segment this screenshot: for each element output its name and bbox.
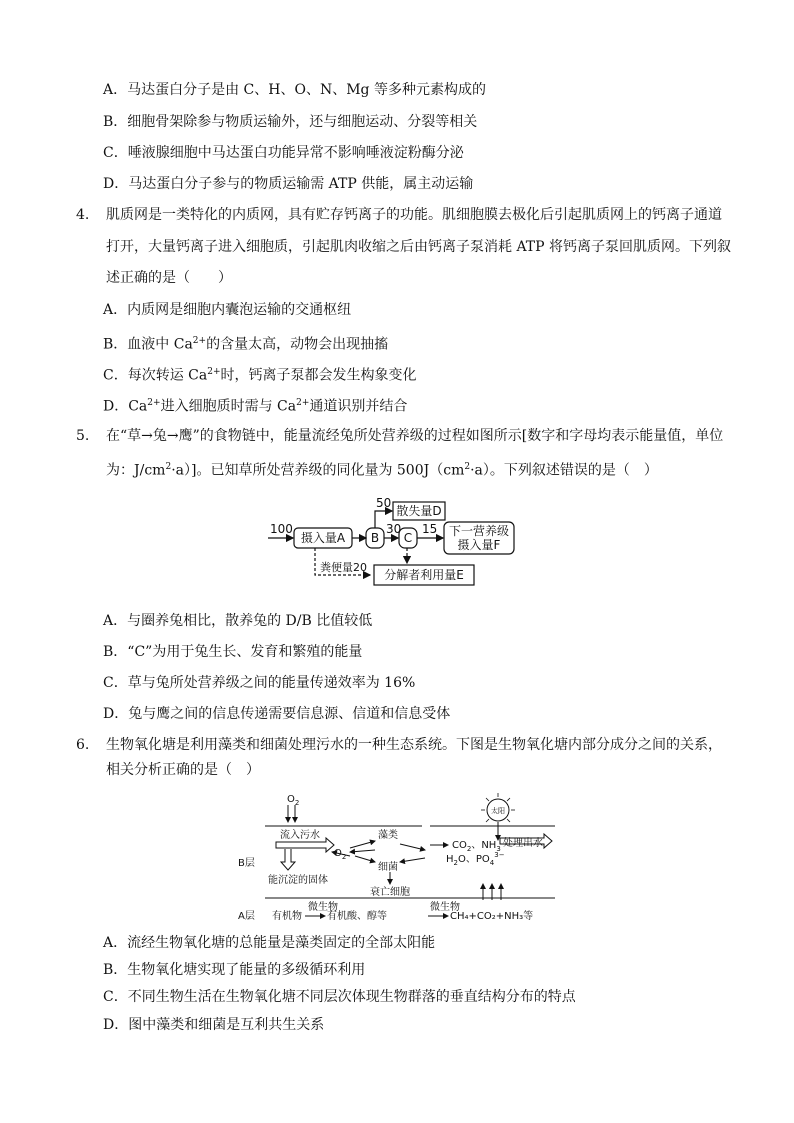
q6-stem-line2: 相关分析正确的是（ ） — [106, 762, 260, 778]
q6-number: 6. — [76, 737, 90, 753]
o2-top: $O_2$ — [287, 794, 300, 807]
q3-option-b: B．细胞骨架除参与物质运输外，还与细胞运动、分裂等相关 — [103, 114, 478, 130]
q4-option-c: C．每次转运 $Ca^{2+}$时，钙离子泵都会发生构象变化 — [103, 367, 417, 384]
q6-option-a: A．流经生物氧化塘的总能量是藻类固定的全部太阳能 — [103, 935, 436, 951]
algae-label: 藻类 — [378, 830, 398, 841]
q3-option-d: D．马达蛋白分子参与的物质运输需 ATP 供能，属主动运输 — [103, 176, 474, 192]
q5-option-b: B．“C”为用于兔生长、发育和繁殖的能量 — [103, 644, 363, 660]
decomposer-box: 分解者利用量E — [384, 568, 464, 582]
q3-option-c: C．唾液腺细胞中马达蛋白功能异常不影响唾液淀粉酶分泌 — [103, 145, 464, 161]
q3-option-a: A．马达蛋白分子是由 C、H、O、N、Mg 等多种元素构成的 — [103, 82, 486, 98]
q5-option-a: A．与圈养兔相比，散养兔的 D/B 比值较低 — [103, 613, 373, 629]
q6-option-c: C．不同生物生活在生物氧化塘不同层次体现生物群落的垂直结构分布的特点 — [103, 989, 576, 1005]
label-15: 15 — [422, 522, 438, 536]
microbe1-label: 微生物 — [308, 902, 338, 913]
q6-option-d: D．图中藻类和细菌是互利共生关系 — [103, 1017, 325, 1033]
outflow-label: 处理出水 — [503, 838, 543, 849]
q5-stem-line1: 在“草→兔→鹰”的食物链中，能量流经兔所处营养级的过程如图所示[数字和字母均表示能量值，单位 — [106, 428, 724, 444]
q4-stem-line1: 肌质网是一类特化的内质网，具有贮存钙离子的功能。肌细胞膜去极化后引起肌质网上的钙离子通道 — [106, 207, 722, 223]
q4-option-b: B．血液中 $Ca^{2+}$的含量太高，动物会出现抽搐 — [103, 336, 389, 353]
o2-mid: $O_2$ — [334, 848, 347, 861]
organic-label: 有机物 — [272, 911, 302, 922]
co2-nh3-label: $CO_2$、$NH_3$ — [452, 840, 501, 853]
q6-stem-line1: 生物氧化塘是利用藻类和细菌处理污水的一种生态系统。下图是生物氧化塘内部分成分之间的关系， — [106, 737, 722, 753]
bacteria-label: 细菌 — [378, 862, 398, 873]
label-100: 100 — [270, 522, 293, 536]
q4-stem-line2: 打开，大量钙离子进入细胞质，引起肌肉收缩之后由钙离子泵消耗 ATP 将钙离子泵回肌质网。下列叙 — [106, 239, 732, 255]
next-level-line1: 下一营养级 — [448, 524, 510, 538]
layer-a-label: A层 — [238, 911, 255, 922]
node-b: B — [370, 531, 380, 545]
energy-flow-diagram — [260, 495, 530, 595]
acids-label: 有机酸、醇等 — [327, 911, 387, 922]
q4-option-a: A．内质网是细胞内囊泡运输的交通枢纽 — [103, 302, 352, 318]
node-c: C — [403, 531, 413, 545]
next-level-line2: 摄入量F — [457, 538, 501, 552]
microbe2-label: 微生物 — [430, 902, 460, 913]
q5-option-d: D．兔与鹰之间的信息传递需要信息源、信道和信息受体 — [103, 706, 451, 722]
h2o-po4-label: $H_2O$、$PO_4^{3-}$ — [446, 851, 505, 867]
feces-label: 粪便量20 — [320, 561, 367, 574]
oxidation-pond-diagram — [230, 790, 570, 925]
intake-box: 摄入量A — [300, 531, 346, 545]
sediment-label: 能沉淀的固体 — [268, 875, 328, 886]
sun-icon: 太阳 — [491, 807, 505, 815]
q4-number: 4. — [76, 207, 90, 223]
q4-option-d: D．$Ca^{2+}$进入细胞质时需与 $Ca^{2+}$通道识别并结合 — [103, 398, 408, 415]
label-50: 50 — [376, 496, 392, 510]
q5-option-c: C．草与兔所处营养级之间的能量传递效率为 16% — [103, 675, 416, 691]
dead-cells-label: 衰亡细胞 — [370, 887, 410, 898]
q6-option-b: B．生物氧化塘实现了能量的多级循环利用 — [103, 962, 366, 978]
inflow-label: 流入污水 — [280, 830, 320, 841]
label-30: 30 — [386, 522, 402, 536]
q5-stem-line2: 为：$J/cm^2\cdot a$）]。已知草所处营养级的同化量为 $500J(cm^2\cdot a)$。下列叙述错误的是（ ） — [106, 462, 658, 479]
q4-stem-line3: 述正确的是（ ） — [106, 270, 232, 286]
q5-number: 5. — [76, 428, 90, 444]
layer-b-label: B层 — [238, 858, 255, 869]
loss-box: 散失量D — [396, 504, 442, 518]
gases-label: CH₄+CO₂+NH₃等 — [450, 911, 534, 922]
